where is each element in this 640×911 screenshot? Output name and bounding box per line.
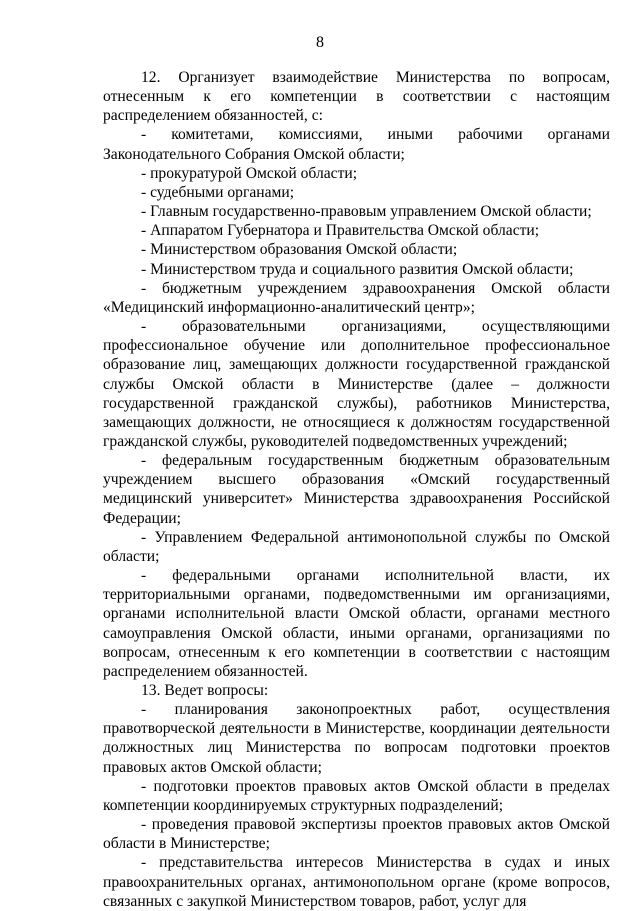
document-body bbox=[103, 68, 610, 911]
paragraph: - бюджетным учреждением здравоохранения Омской области «Медицинский информационно-аналитический центр»; bbox=[103, 279, 610, 316]
paragraph: - проведения правовой экспертизы проектов правовых актов Омской области в Министерстве; bbox=[103, 816, 610, 853]
paragraph: - судебными органами; bbox=[141, 183, 295, 201]
paragraph: - планирования законопроектных работ, осуществления правотворческой деятельности в Министерстве, координации деятельности должностных лиц Министерства по вопросам подготовки проектов правовых актов Омской области; bbox=[103, 701, 610, 776]
paragraph: - Министерством образования Омской области; bbox=[141, 241, 458, 259]
paragraph: - федеральным государственным бюджетным образовательным учреждением высшего образования «Омский государственный медицинский университет» Министерства здравоохранения Российской Федерации; bbox=[103, 452, 610, 527]
paragraph: - представительства интересов Министерства в судах и иных правоохранительных органах, антимонопольном органе (кроме вопросов, связанных с закупкой Министерством товаров, работ, услуг для bbox=[103, 854, 610, 910]
page-number: 8 bbox=[316, 34, 324, 51]
paragraph: - образовательными организациями, осуществляющими профессиональное обучение или дополнительное профессиональное образование лиц, замещающих должности государственной гражданской службы Омской области в Министерстве (далее – должности государственной гражданской службы), работников Министерства, замещающих должности, не относящиеся к должностям государственной гражданской службы, руководителей подведомственных учреждений; bbox=[103, 318, 610, 450]
paragraph: 12. Организует взаимодействие Министерства по вопросам, отнесенным к его компетенции в соответствии с настоящим распределением обязанностей, с: bbox=[103, 69, 610, 125]
paragraph: - Главным государственно-правовым управлением Омской области; bbox=[141, 203, 592, 221]
paragraph: - Аппаратом Губернатора и Правительства Омской области; bbox=[141, 222, 540, 240]
paragraph: - подготовки проектов правовых актов Омской области в пределах компетенции координируемых структурных подразделений; bbox=[103, 777, 610, 814]
paragraph: 13. Ведет вопросы: bbox=[141, 682, 269, 699]
paragraph: - комитетами, комиссиями, иными рабочими органами Законодательного Собрания Омской области; bbox=[103, 126, 610, 163]
paragraph: - прокуратурой Омской области; bbox=[141, 164, 358, 182]
paragraph: - Министерством труда и социального развития Омской области; bbox=[141, 260, 574, 278]
paragraph: - Управлением Федеральной антимонопольной службы по Омской области; bbox=[103, 528, 610, 565]
paragraph: - федеральными органами исполнительной власти, их территориальными органами, подведомственными им организациями, органами исполнительной власти Омской области, органами местного самоуправления Омской области, иными органами, организациями по вопросам, отнесенным к его компетенции в соответствии с настоящим распределением обязанностей. bbox=[103, 567, 610, 680]
